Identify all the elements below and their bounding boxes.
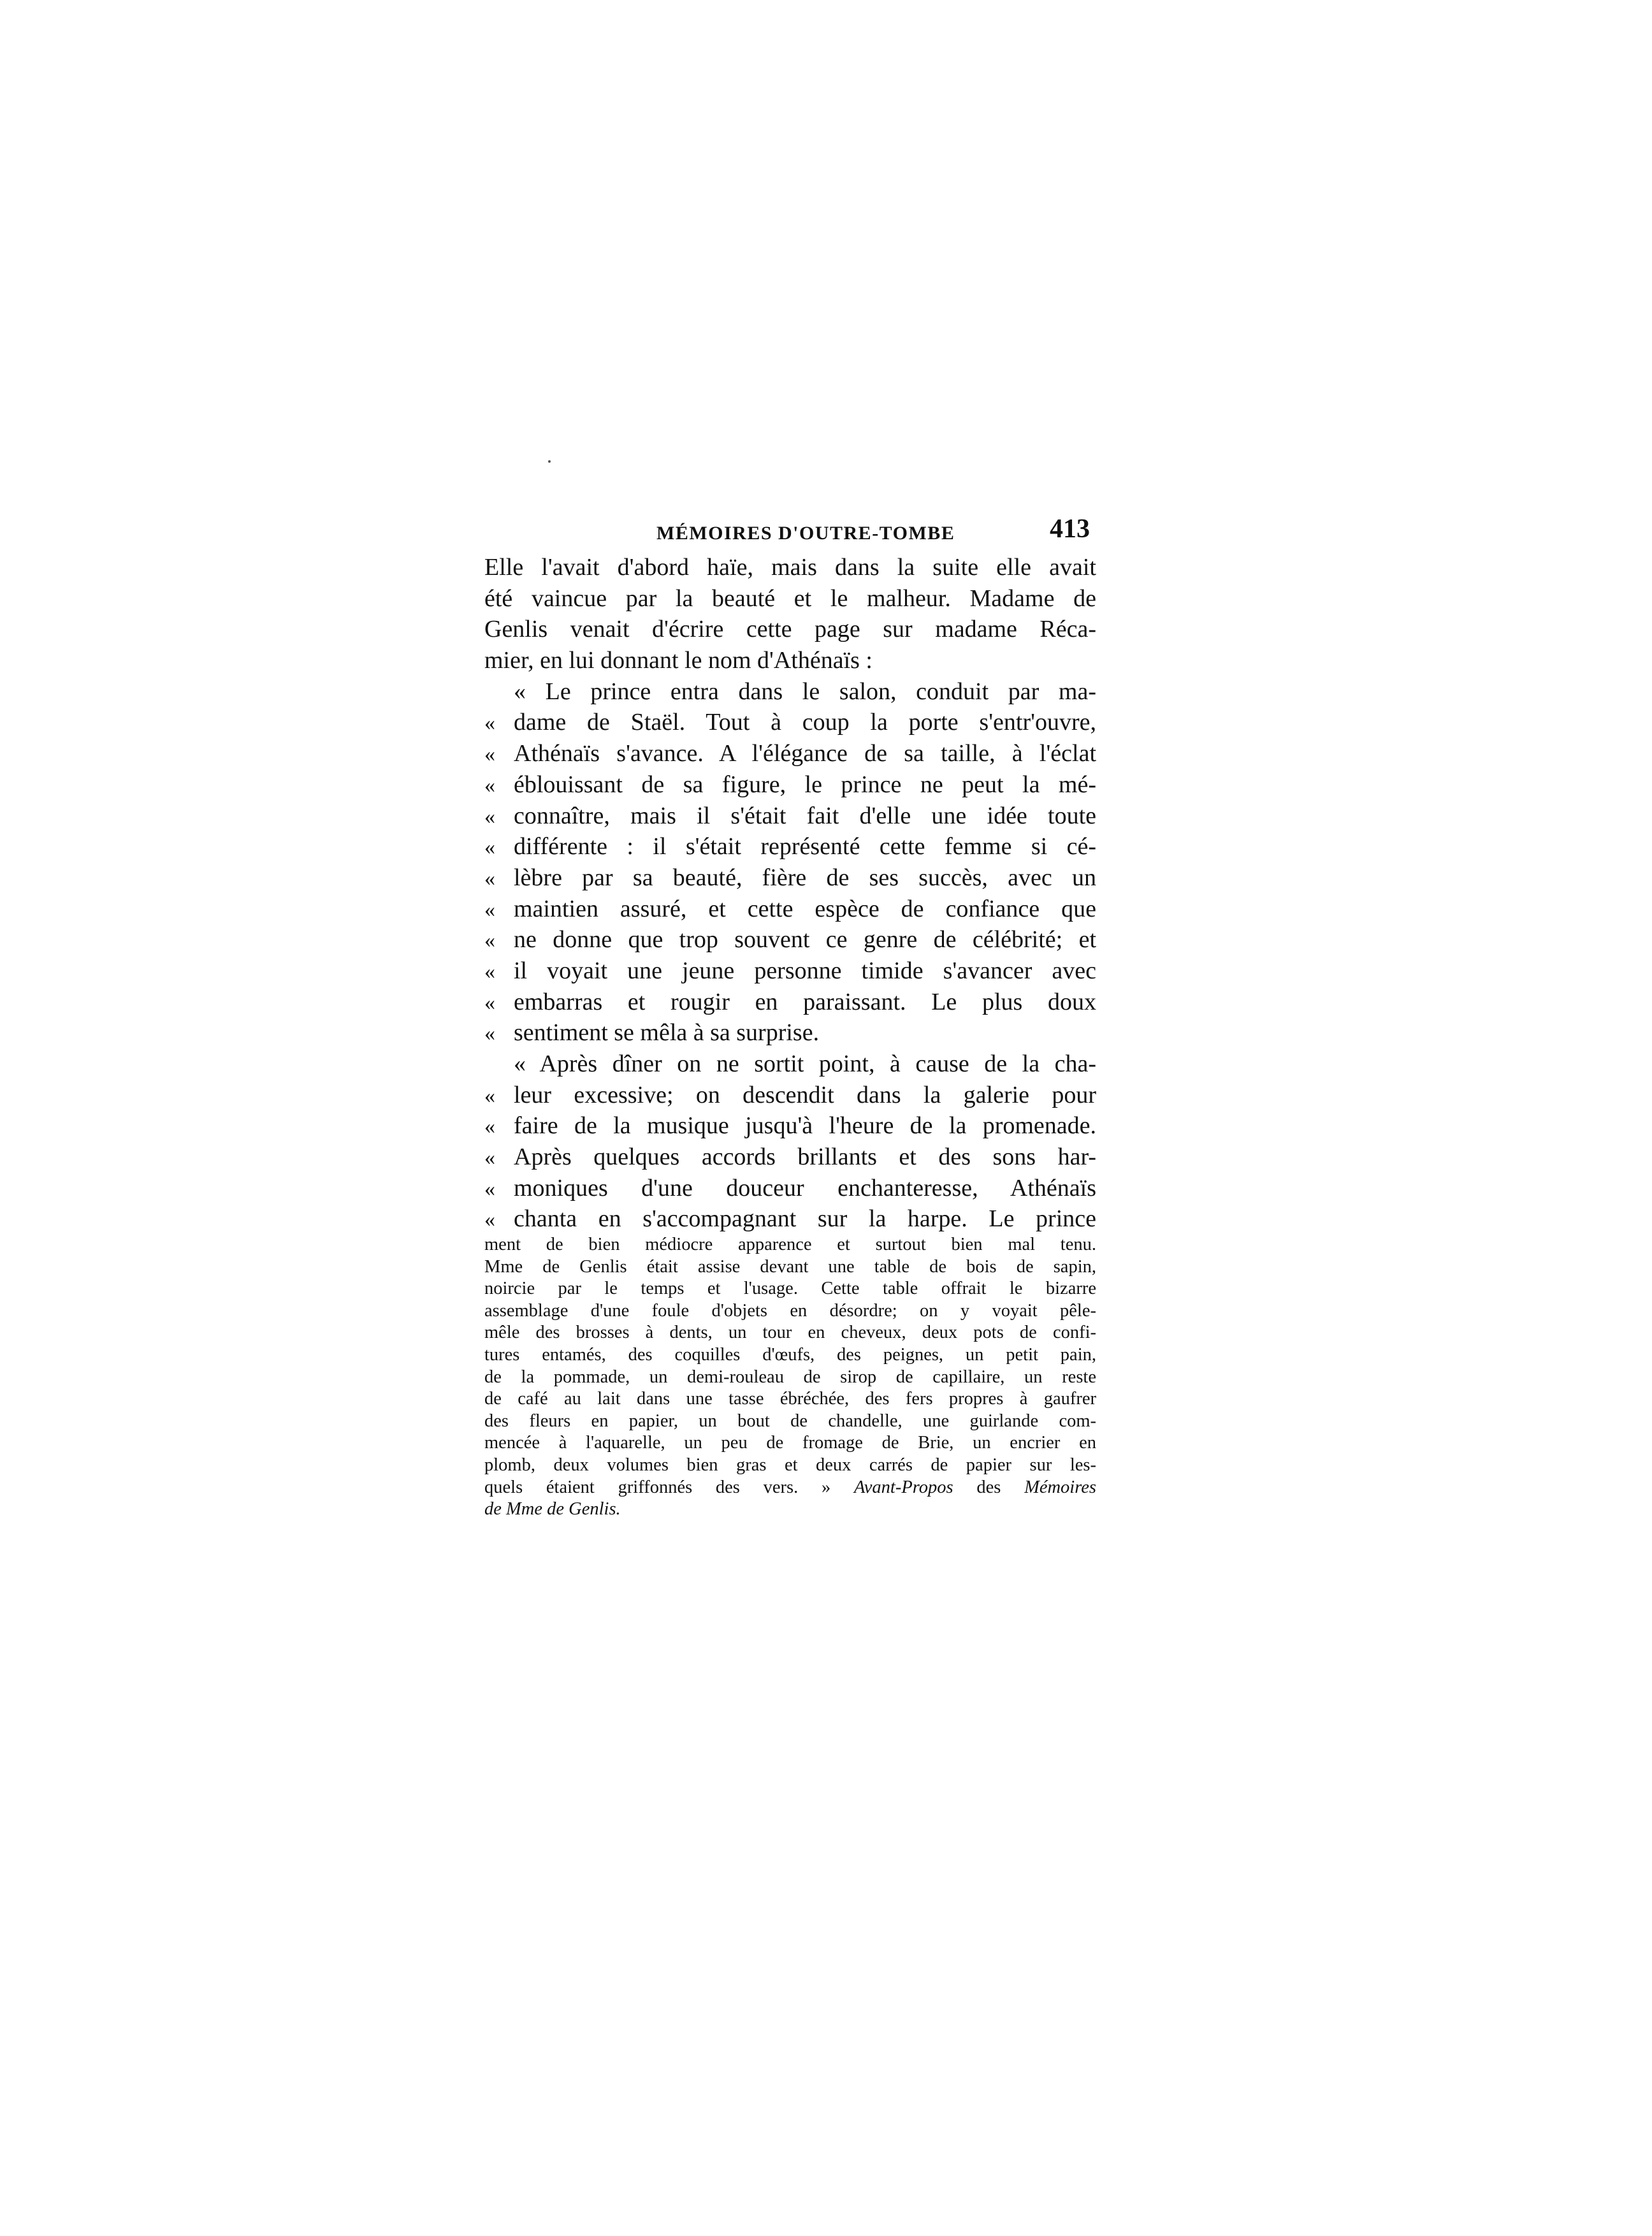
running-title: MÉMOIRES D'OUTRE-TOMBE	[656, 523, 955, 544]
text-line: « dame de Staël. Tout à coup la porte s'entr'ouvre,	[484, 707, 1096, 738]
text-line: « chanta en s'accompagnant sur la harpe. Le prince	[484, 1203, 1096, 1235]
quote-mark: «	[484, 1084, 495, 1108]
quote-mark: «	[484, 866, 495, 890]
text-line: « embarras et rougir en paraissant. Le plus doux	[484, 987, 1096, 1018]
footnote	[484, 1234, 1096, 1521]
quote-mark: «	[484, 897, 495, 922]
text-line: « faire de la musique jusqu'à l'heure de la promenade.	[484, 1110, 1096, 1142]
text-line: « il voyait une jeune personne timide s'avancer avec	[484, 955, 1096, 987]
source-italic: de Mme de Genlis.	[484, 1499, 621, 1520]
footnote-line: de la pommade, un demi-rouleau de sirop de capillaire, un reste	[484, 1367, 1096, 1387]
text-line: « éblouissant de sa figure, le prince ne peut la mé-	[484, 769, 1096, 801]
text-line: « lèbre par sa beauté, fière de ses succès, avec un	[484, 862, 1096, 894]
footnote-line: plomb, deux volumes bien gras et deux carrés de papier sur les-	[484, 1455, 1096, 1475]
text-line: Elle l'avait d'abord haïe, mais dans la suite elle avait	[484, 554, 1096, 581]
footnote-line: des fleurs en papier, un bout de chandelle, une guirlande com-	[484, 1411, 1096, 1431]
footnote-line: assemblage d'une foule d'objets en désordre; on y voyait pêle-	[484, 1300, 1096, 1321]
text-line: « Le prince entra dans le salon, conduit par ma-	[514, 678, 1096, 705]
footnote-line: mencée à l'aquarelle, un peu de fromage de Brie, un encrier en	[484, 1433, 1096, 1453]
quote-mark: «	[484, 804, 495, 829]
text-line: « Athénaïs s'avance. A l'élégance de sa taille, à l'éclat	[484, 738, 1096, 769]
text-line: « différente : il s'était représenté cette femme si cé-	[484, 831, 1096, 862]
quote-mark: «	[484, 1115, 495, 1139]
text-line: « sentiment se mêla à sa surprise.	[484, 1017, 1096, 1049]
page-header	[484, 514, 1096, 552]
text-line: « moniques d'une douceur enchanteresse, Athénaïs	[484, 1173, 1096, 1204]
text-line: « Après quelques accords brillants et des sons har-	[484, 1142, 1096, 1173]
text-line: Genlis venait d'écrire cette page sur madame Réca-	[484, 616, 1096, 643]
quote-mark: «	[484, 711, 495, 736]
quote-mark: «	[484, 773, 495, 797]
footnote-line: de café au lait dans une tasse ébréchée, des fers propres à gaufrer	[484, 1389, 1096, 1409]
quote-mark: «	[484, 836, 495, 860]
text-line: été vaincue par la beauté et le malheur. Madame de	[484, 584, 1096, 612]
quote-mark: «	[484, 1208, 495, 1232]
quote-mark: «	[484, 1177, 495, 1201]
source-italic: Avant-Propos	[853, 1477, 953, 1497]
footnote-source-line: quels étaient griffonnés des vers. » Avant-Propos des Mémoires	[484, 1477, 1096, 1497]
page-number: 413	[1050, 514, 1090, 544]
quote-mark: «	[484, 991, 495, 1015]
footnote-line: mêle des brosses à dents, un tour en cheveux, deux pots de confi-	[484, 1323, 1096, 1343]
quote-mark: «	[484, 1022, 495, 1046]
text-line: « connaître, mais il s'était fait d'elle une idée toute	[484, 801, 1096, 832]
quote-mark: «	[484, 959, 495, 984]
footnote-line	[484, 1499, 1096, 1521]
footnote-line: tures entamés, des coquilles d'œufs, des peignes, un petit pain,	[484, 1344, 1096, 1365]
text-line: « maintien assuré, et cette espèce de confiance que	[484, 894, 1096, 925]
quote-mark: «	[484, 929, 495, 953]
text-line: « leur excessive; on descendit dans la galerie pour	[484, 1080, 1096, 1111]
text-line: « Après dîner on ne sortit point, à cause de la cha-	[514, 1050, 1096, 1077]
text-line: « ne donne que trop souvent ce genre de célébrité; et	[484, 924, 1096, 955]
footnote-line: noircie par le temps et l'usage. Cette table offrait le bizarre	[484, 1279, 1096, 1299]
source-italic: Mémoires	[1024, 1477, 1096, 1497]
print-speck	[548, 460, 551, 463]
footnote-line	[484, 1477, 1096, 1499]
quote-mark: «	[484, 1146, 495, 1170]
main-text	[484, 552, 1096, 1235]
footnote-line: Mme de Genlis était assise devant une table de bois de sapin,	[484, 1256, 1096, 1277]
text-line: mier, en lui donnant le nom d'Athénaïs :	[484, 647, 873, 674]
footnote-line: ment de bien médiocre apparence et surtout bien mal tenu.	[484, 1235, 1096, 1254]
quote-mark: «	[484, 743, 495, 767]
